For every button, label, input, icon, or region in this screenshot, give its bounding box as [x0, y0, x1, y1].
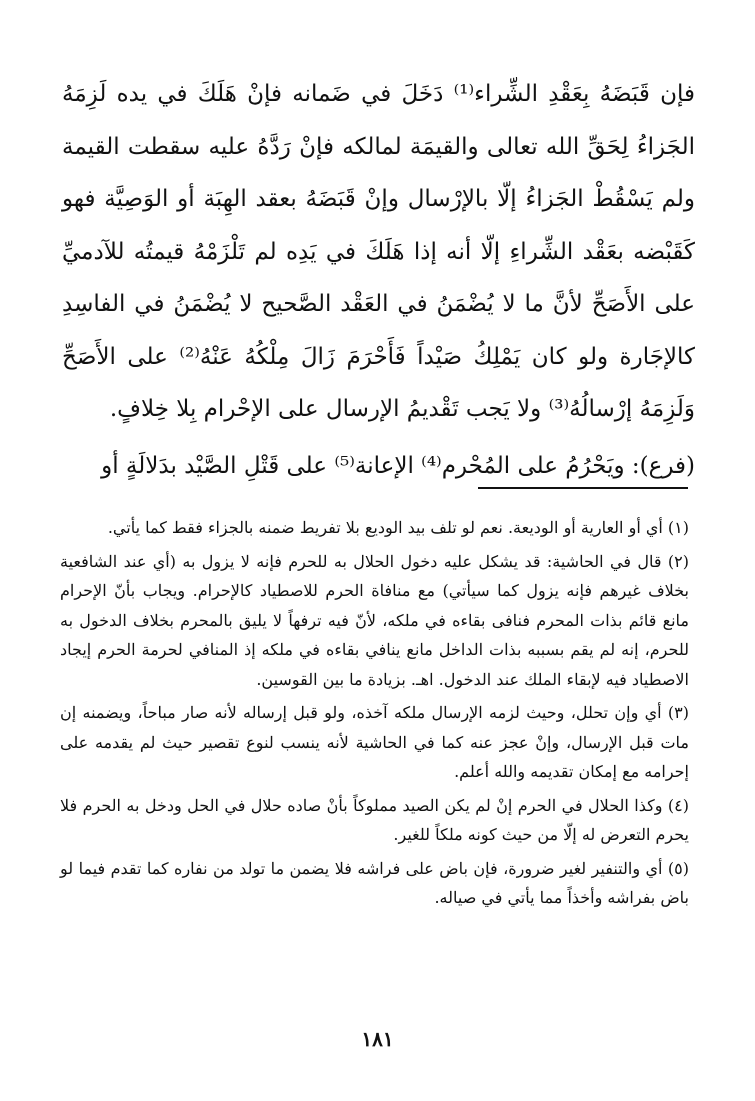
footnote-text: أي أو العارية أو الوديعة. نعم لو تلف بيد الوديع بلا تفريط ضمنه بالجزاء فقط كما يأتي.	[107, 518, 663, 537]
footnote-number: (١)	[667, 518, 689, 537]
footnote-text: أي وإن تحلل، وحيث لزمه الإرسال ملكه آخذه، ولو قبل إرساله لأنه صار مباحاً، ويضمنه إن مات قبل الإرسال، وإنْ عجز عنه كما في الحاشية لأنه ينسب لنوع تقصير حيث لم يقدمه على إحرامه مع إمكان تقديمه والله أعلم.	[60, 703, 689, 781]
footnote-text: أي والتنفير لغير ضرورة، فإن باض على فراشه فلا يضمن ما تولد من نفاره كما تقدم فيما لو باض بفراشه وأخذاً مما يأتي في صياله.	[60, 858, 689, 907]
main-text	[62, 68, 695, 492]
footnote-number: (٥)	[667, 858, 689, 878]
footnote-2	[60, 547, 689, 695]
body-paragraph-2: (فرع): ويَحْرُمُ على المُحْرم⁽⁴⁾ الإعانة⁽⁵⁾ على قَتْلِ الصَّيْد بدَلالَةٍ أو	[101, 452, 695, 479]
footnote-5	[60, 854, 689, 913]
footnote-text: قال في الحاشية: قد يشكل عليه دخول الحلال به للحرم فإنه لا يزول به (أي عند الشافعية بخلاف غيرهم فإنه يزول كما سيأتي) مع منافاة الحرم للاصطياد كالإحرام. ويجاب بأنّ الإحرام مانع قائم بذات المحرم فنافى بقاءه في ملكه، لأنّ فيه ترفهاً لا يليق بالمحرم بخلاف الدخول به للحرم، إنه لم يقم بسببه بذات الداخل مانع ينافي بقاءه في ملكه إذ المنافي لحرمة الحرم إيجاد الاصطياد فيه لإبقاء الملك عند الدخول. اهـ. بزيادة ما بين القوسين.	[60, 551, 689, 689]
footnote-text: وكذا الحلال في الحرم إنْ لم يكن الصيد مملوكاً بأنْ صاده حلال في الحل ودخل به الحرم فلا يحرم التعرض له إلّا من حيث كونه ملكاً للغير.	[60, 795, 689, 844]
body-paragraph-1: فإن قَبَضَهُ بِعَقْدِ الشِّراء⁽¹⁾ دَخَلَ في ضَمانه فإنْ هَلَكَ في يده لَزِمَهُ الجَزاءُ لِحَقِّ الله تعالى والقيمَة لمالكه فإنْ رَدَّهُ عليه سقطت القيمة ولم يَسْقُطْ الجَزاءُ إلّا بالإرْسال وإنْ قَبَضَهُ بعقد الهِبَة أو الوَصِيَّة فهو كَقَبْضه بعَقْد الشِّراءِ إلّا أنه إذا هَلَكَ في يَدِه لم تَلْزَمْهُ قيمتُه للآدميِّ على الأَصَحِّ لأنَّ ما لا يُضْمَنُ في العَقْد الصَّحيح لا يُضْمَنُ في الفاسِدِ كالإجَارة ولو كان يَمْلِكُ صَيْداً فَأَحْرَمَ زَالَ مِلْكُهُ عَنْهُ⁽²⁾ على الأَصَحِّ وَلَزِمَهُ إرْسالُهُ⁽³⁾ ولا يَجب تَقْديمُ الإرسال على الإحْرام بِلا خِلافٍ.	[62, 81, 696, 422]
footnote-number: (٢)	[667, 551, 689, 571]
footnote-number: (٤)	[667, 795, 689, 815]
footnote-number: (٣)	[667, 703, 689, 722]
footnotes	[60, 513, 689, 913]
footnote-4	[60, 791, 689, 850]
footnote-separator	[478, 487, 688, 489]
page-number: ١٨١	[361, 1027, 394, 1051]
footnote-1	[60, 513, 689, 543]
footnote-3	[60, 698, 689, 787]
